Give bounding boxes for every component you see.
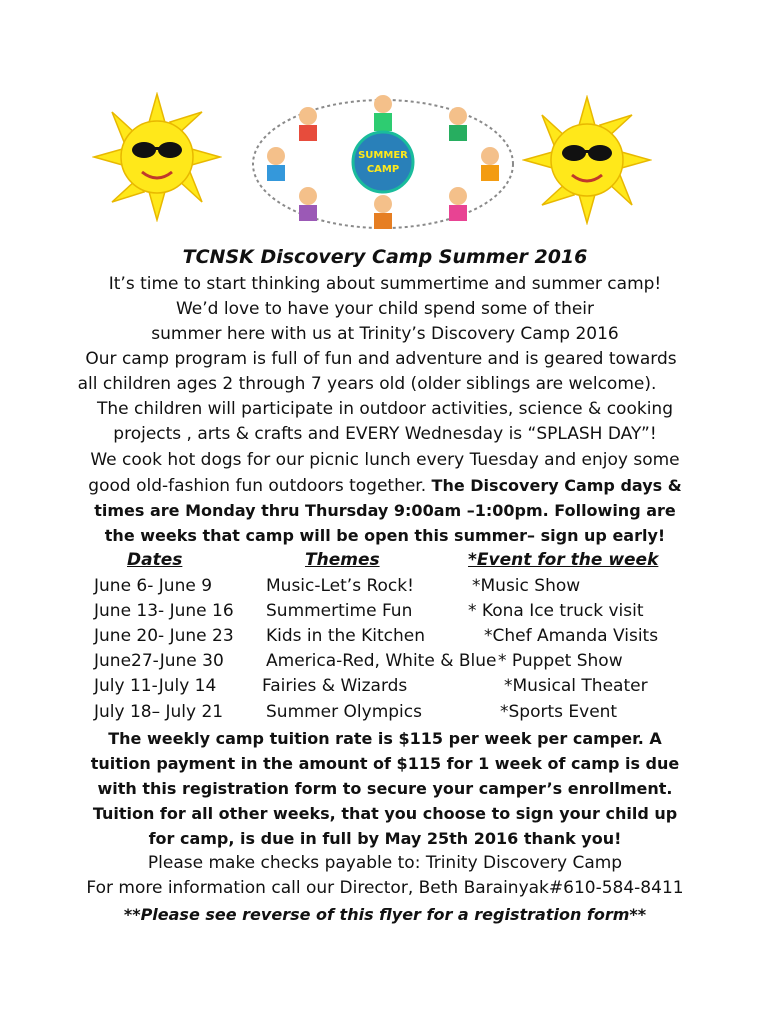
row-event: *Music Show [472,576,581,596]
contact-line: For more information call our Director, Beth Barainyak#610-584-8411 [86,878,684,898]
table-row [0,674,770,699]
row-event: *Musical Theater [504,676,648,696]
intro-line: It’s time to start thinking about summertime and summer camp! [108,274,662,294]
intro-line-mixed [0,473,770,499]
footer-note: **Please see reverse of this flyer for a registration form** [123,905,647,924]
table-row [0,700,770,725]
header-themes: Themes [305,550,380,570]
row-event: * Kona Ice truck visit [468,601,644,621]
row-date: June 13- June 16 [94,601,234,621]
tuition-line: with this registration form to secure your camper’s enrollment. [97,779,673,798]
tuition-line: for camp, is due in full by May 25th 2016 thank you! [148,829,622,848]
intro-line: We cook hot dogs for our picnic lunch every Tuesday and enjoy some [90,450,680,470]
schedule-header-row [0,548,770,573]
header-event: *Event for the week [468,550,659,570]
tuition-line: The weekly camp tuition rate is $115 per week per camper. A [108,729,662,748]
row-event: *Sports Event [500,702,618,722]
intro-line: projects , arts & crafts and EVERY Wednesday is “SPLASH DAY”! [113,424,657,444]
row-theme: Summer Olympics [266,702,422,722]
row-date: June27-June 30 [94,651,224,671]
intro-line: summer here with us at Trinity’s Discovery Camp 2016 [151,324,619,344]
table-row [0,649,770,674]
row-theme: Music-Let’s Rock! [266,576,414,596]
table-row [0,599,770,624]
row-date: July 11-July 14 [94,676,217,696]
payable-line: Please make checks payable to: Trinity Discovery Camp [147,853,623,873]
table-row [0,574,770,599]
intro-line: all children ages 2 through 7 years old (older siblings are welcome). [77,374,657,394]
schedule-line: times are Monday thru Thursday 9:00am –1:00pm. Following are [94,501,676,520]
header-dates: Dates [127,550,183,570]
tuition-line: tuition payment in the amount of $115 for 1 week of camp is due [90,754,680,773]
page-title: TCNSK Discovery Camp Summer 2016 [182,246,588,268]
intro-bold-text: The Discovery Camp days & [431,476,682,495]
tuition-line: Tuition for all other weeks, that you choose to sign your child up [92,804,678,823]
row-date: June 6- June 9 [94,576,213,596]
row-theme: Kids in the Kitchen [266,626,426,646]
row-date: July 18– July 21 [94,702,224,722]
sun-sunglasses-icon [92,92,222,222]
sun-sunglasses-icon [522,95,652,225]
intro-line: Our camp program is full of fun and adventure and is geared towards [85,349,677,369]
row-theme: America-Red, White & Blue [266,651,497,671]
row-date: June 20- June 23 [94,626,234,646]
logo-text-summer: SUMMER [358,150,408,161]
row-event: *Chef Amanda Visits [484,626,659,646]
summer-camp-logo [238,86,528,238]
intro-line: We’d love to have your child spend some of their [175,299,595,319]
intro-normal-text: good old-fashion fun outdoors together. [88,476,432,496]
table-row [0,624,770,649]
row-event: * Puppet Show [498,651,623,671]
row-theme: Summertime Fun [266,601,413,621]
logo-text-camp: CAMP [366,164,400,175]
row-theme: Fairies & Wizards [262,676,408,696]
schedule-line: the weeks that camp will be open this summer– sign up early! [104,526,666,545]
intro-line: The children will participate in outdoor activities, science & cooking [97,399,673,419]
